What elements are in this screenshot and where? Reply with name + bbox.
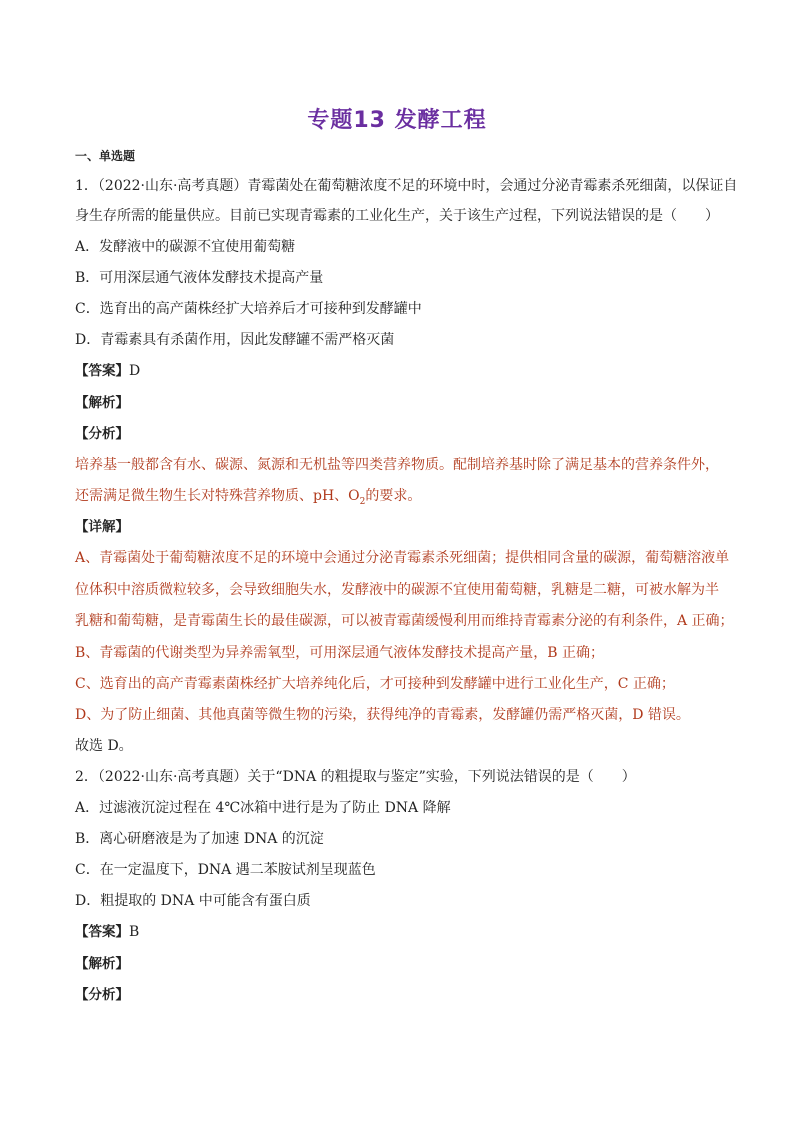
- q1-jiexi-tag: 【解析】: [75, 395, 129, 411]
- q1-detail-line-4: B、青霉菌的代谢类型为异养需氧型，可用深层通气液体发酵技术提高产量，B 正确；: [75, 645, 605, 661]
- section-heading: 一、单选题: [75, 149, 136, 163]
- analysis-text: 还需满足微生物生长对特殊营养物质、pH、O: [75, 488, 360, 504]
- q1-analysis-line-1: 培养基一般都含有水、碳源、氮源和无机盐等四类营养物质。配制培养基时除了满足基本的营养条件外，: [75, 457, 719, 473]
- subscript: 2: [359, 496, 366, 507]
- q1-conclusion: 故选 D。: [75, 738, 133, 754]
- q1-fenxi-tag: 【分析】: [75, 426, 129, 442]
- q1-stem-line-2: 身生存所需的能量供应。目前已实现青霉素的工业化生产，关于该生产过程，下列说法错误的是（ ）: [75, 208, 719, 224]
- q1-detail-line-3: 乳糖和葡萄糖，是青霉菌生长的最佳碳源，可以被青霉菌缓慢利用而维持青霉素分泌的有利条件，A 正确；: [75, 613, 734, 629]
- q2-answer: [75, 922, 139, 942]
- q2-option-b: B．离心研磨液是为了加速 DNA 的沉淀: [75, 831, 324, 847]
- answer-tag: 【答案】: [75, 924, 129, 940]
- q2-option-d: D．粗提取的 DNA 中可能含有蛋白质: [75, 893, 311, 909]
- q1-stem-line-1: 1．（2022·山东·高考真题）青霉菌处在葡萄糖浓度不足的环境中时，会通过分泌青霉素杀死细菌，以保证自: [75, 178, 738, 194]
- q1-xiangjie-tag: 【详解】: [75, 519, 129, 535]
- q1-option-c: C．选育出的高产菌株经扩大培养后才可接种到发酵罐中: [75, 301, 422, 317]
- answer-value: D: [129, 363, 141, 379]
- q2-jiexi-tag: 【解析】: [75, 956, 129, 972]
- answer-value: B: [129, 924, 140, 940]
- q1-answer: [75, 361, 140, 381]
- q1-detail-line-5: C、选育出的高产青霉素菌株经扩大培养纯化后，才可接种到发酵罐中进行工业化生产，C 正确；: [75, 676, 675, 692]
- q2-fenxi-tag: 【分析】: [75, 987, 129, 1003]
- q1-analysis-line-2: [75, 486, 421, 512]
- q2-option-c: C．在一定温度下，DNA 遇二苯胺试剂呈现蓝色: [75, 862, 376, 878]
- q1-option-b: B．可用深层通气液体发酵技术提高产量: [75, 270, 324, 286]
- q1-detail-line-2: 位体积中溶质微粒较多，会导致细胞失水，发酵液中的碳源不宜使用葡萄糖，乳糖是二糖，可被水解为半: [75, 582, 719, 598]
- q1-option-d: D．青霉素具有杀菌作用，因此发酵罐不需严格灭菌: [75, 332, 395, 348]
- q1-option-a: A．发酵液中的碳源不宜使用葡萄糖: [75, 239, 296, 255]
- q1-detail-line-6: D、为了防止细菌、其他真菌等微生物的污染，获得纯净的青霉素，发酵罐仍需严格灭菌，D 错误。: [75, 707, 690, 723]
- analysis-text-end: 的要求。: [365, 488, 422, 504]
- q2-stem: 2．（2022·山东·高考真题）关于“DNA 的粗提取与鉴定”实验，下列说法错误的是（ ）: [75, 769, 636, 785]
- q1-detail-line-1: A、青霉菌处于葡萄糖浓度不足的环境中会通过分泌青霉素杀死细菌；提供相同含量的碳源，葡萄糖溶液单: [75, 550, 730, 566]
- page-title: 专题13 发酵工程: [307, 108, 487, 133]
- q2-option-a: A．过滤液沉淀过程在 4℃冰箱中进行是为了防止 DNA 降解: [75, 800, 451, 816]
- answer-tag: 【答案】: [75, 363, 129, 379]
